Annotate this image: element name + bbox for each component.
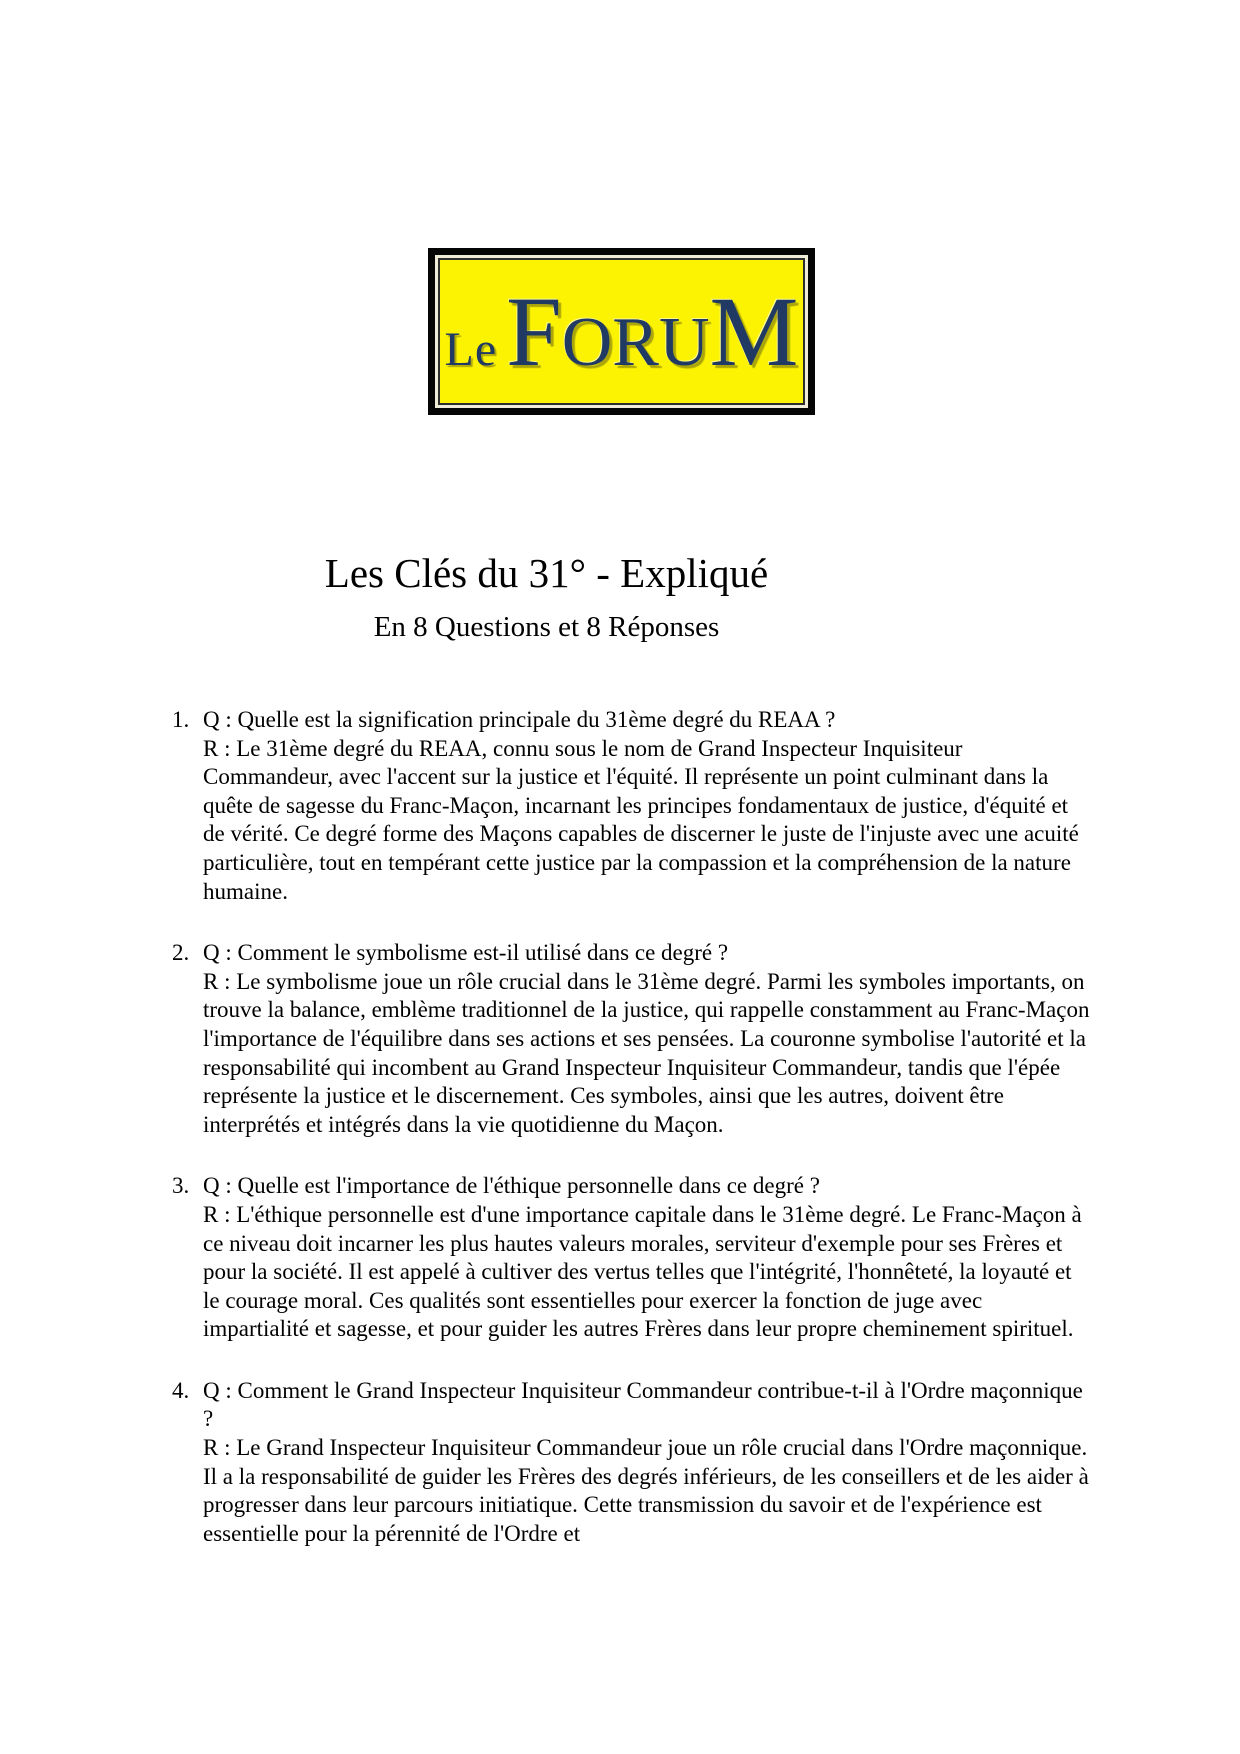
qa-item <box>172 706 1092 906</box>
qa-answer-text: R : Le symbolisme joue un rôle crucial dans le 31ème degré. Parmi les symboles importants, on trouve la balance, emblème traditionnel de la justice, qui rappelle constamment au Franc-Maçon l'importance de l'équilibre dans ses actions et ses pensées. La couronne symbolise l'autorité et la responsabilité qui incombent au Grand Inspecteur Inquisiteur Commandeur, tandis que l'épée représente la justice et le discernement. Ces symboles, ainsi que les autres, doivent être interprétés et intégrés dans la vie quotidienne du Maçon. <box>203 968 1090 1137</box>
qa-question-line <box>172 1377 1092 1434</box>
qa-item-number: 4. <box>172 1377 190 1403</box>
le-forum-logo <box>428 248 815 415</box>
qa-question-text: Q : Quelle est l'importance de l'éthique personnelle dans ce degré ? <box>203 1173 820 1199</box>
page-subtitle: En 8 Questions et 8 Réponses <box>373 611 720 643</box>
qa-item-number: 3. <box>172 1173 190 1199</box>
qa-question-line <box>172 706 1092 735</box>
page-title: Les Clés du 31° - Expliqué <box>324 550 769 596</box>
qa-item <box>172 1172 1092 1344</box>
logo-wordmark-text: ForuM <box>506 276 799 387</box>
qa-answer-text: R : Le 31ème degré du REAA, connu sous le nom de Grand Inspecteur Inquisiteur Commandeur, avec l'accent sur la justice et l'équité. Il représente un point culminant dans la quête de sagesse du Franc-Maçon, incarnant les principes fondamentaux de justice, d'équité et de vérité. Ce degré forme des Maçons capables de discerner le juste de l'injuste avec une acuité particulière, tout en tempérant cette justice par la compassion et la compréhension de la nature humaine. <box>203 735 1079 904</box>
qa-item-number: 1. <box>172 707 190 732</box>
qa-answer-text: R : Le Grand Inspecteur Inquisiteur Commandeur joue un rôle crucial dans l'Ordre maçonnique. Il a la responsabilité de guider les Frères des degrés inférieurs, de les conseillers et de les aider à progresser dans leur parcours initiatique. Cette transmission du savoir et de l'expérience est essentielle pour la pérennité de l'Ordre et <box>203 1435 1089 1546</box>
qa-list <box>172 706 1092 1581</box>
logo-prefix-text: Le <box>444 323 498 376</box>
qa-answer-text: R : L'éthique personnelle est d'une importance capitale dans le 31ème degré. Le Franc-Maçon à ce niveau doit incarner les plus hautes valeurs morales, serviteur d'exemple pour ses Frères et pour la société. Il est appelé à cultiver des vertus telles que l'intégrité, l'honnêteté, la loyauté et le courage moral. Ces qualités sont essentielles pour exercer la fonction de juge avec impartialité et sagesse, et pour guider les autres Frères dans leur propre cheminement spirituel. <box>203 1201 1082 1342</box>
le-forum-logo-field <box>438 258 805 405</box>
qa-question-line <box>172 1172 1092 1201</box>
qa-question-line <box>172 939 1092 968</box>
qa-item-number: 2. <box>172 940 190 966</box>
qa-question-text: Q : Comment le Grand Inspecteur Inquisiteur Commandeur contribue-t-il à l'Ordre maçonnique ? <box>203 1377 1083 1432</box>
qa-item <box>172 939 1092 1139</box>
qa-item <box>172 1377 1092 1549</box>
qa-question-text: Q : Quelle est la signification principale du 31ème degré du REAA ? <box>203 707 836 732</box>
qa-question-text: Q : Comment le symbolisme est-il utilisé dans ce degré ? <box>203 940 729 966</box>
